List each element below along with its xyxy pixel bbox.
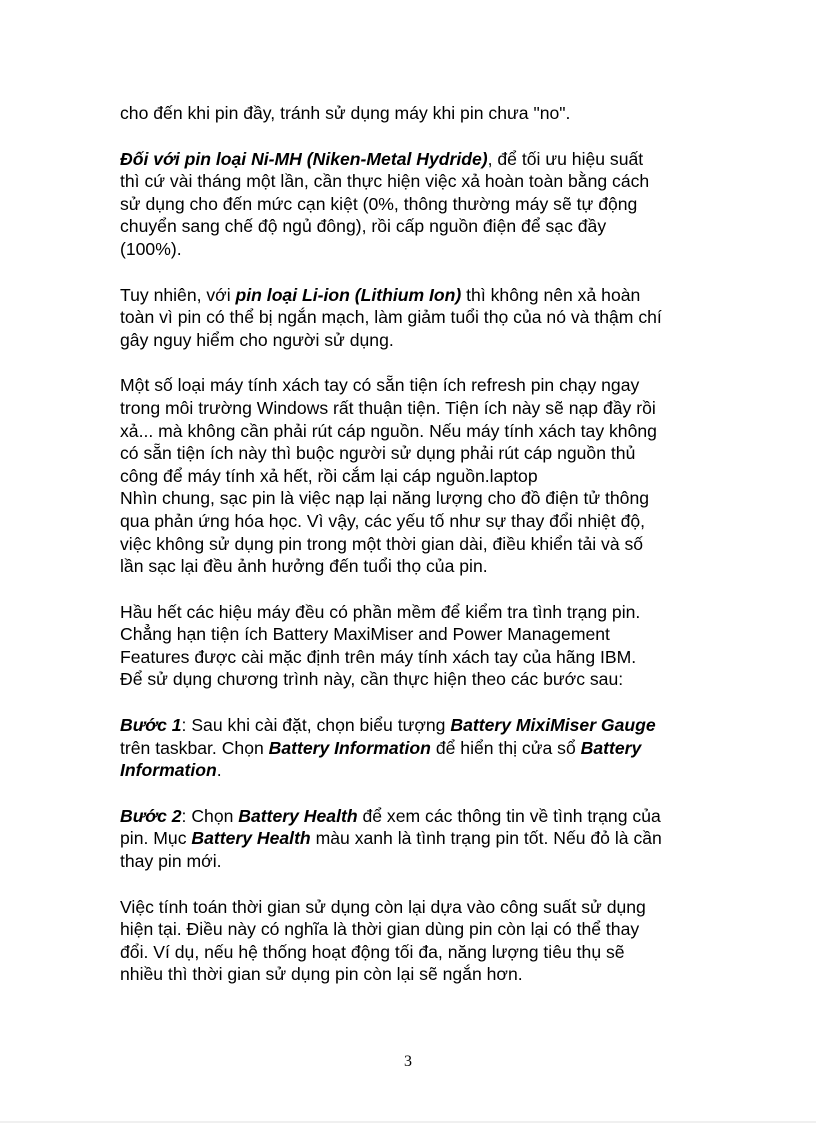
- text-line: [120, 284, 705, 307]
- text-line: Hầu hết các hiệu máy đều có phần mềm để kiểm tra tình trạng pin.: [120, 601, 641, 622]
- text-run: màu xanh là tình trạng pin tốt. Nếu đỏ là cần: [310, 828, 662, 849]
- emphasis-battery-information: Battery Information: [268, 737, 431, 758]
- text-run: thì không nên xả hoàn: [461, 284, 641, 305]
- text-line: nhiều thì thời gian sử dụng pin còn lại sẽ ngắn hơn.: [120, 964, 523, 985]
- emphasis-gauge: Battery MixiMiser Gauge: [450, 715, 656, 736]
- text-line: [120, 714, 705, 737]
- emphasis-li-ion: pin loại Li-ion (Lithium Ion): [235, 284, 462, 305]
- paragraph-refresh-utility: [120, 374, 705, 487]
- text-line: đổi. Ví dụ, nếu hệ thống hoạt động tối đa, năng lượng tiêu thụ sẽ: [120, 941, 625, 962]
- text-line: việc không sử dụng pin trong một thời gian dài, điều khiển tải và số: [120, 533, 644, 554]
- text-run: : Sau khi cài đặt, chọn biểu tượng: [181, 715, 451, 736]
- text-line: công để máy tính xả hết, rồi cắm lại cáp nguồn.laptop: [120, 465, 538, 486]
- text-run: .: [216, 760, 222, 781]
- text-run: Tuy nhiên, với: [120, 284, 236, 305]
- text-line: (100%).: [120, 238, 182, 259]
- step-label: Bước 2: [120, 805, 182, 826]
- text-line: Features được cài mặc định trên máy tính xách tay của hãng IBM.: [120, 646, 637, 667]
- text-line: thay pin mới.: [120, 851, 222, 872]
- paragraph-li-ion: [120, 284, 705, 352]
- text-line: thì cứ vài tháng một lần, cần thực hiện việc xả hoàn toàn bằng cách: [120, 171, 650, 192]
- paragraph-step-1: [120, 714, 705, 782]
- text-line: Việc tính toán thời gian sử dụng còn lại dựa vào công suất sử dụng: [120, 896, 646, 917]
- text-run: , để tối ưu hiệu suất: [487, 148, 644, 169]
- text-line: [120, 805, 705, 828]
- text-line: Nhìn chung, sạc pin là việc nạp lại năng lượng cho đồ điện tử thông: [120, 488, 650, 509]
- text-line: trong môi trường Windows rất thuận tiện. Tiện ích này sẽ nạp đầy rồi: [120, 397, 656, 418]
- text-line: [120, 148, 705, 171]
- text-run: để xem các thông tin về tình trạng của: [357, 805, 661, 826]
- text-line: [120, 737, 705, 760]
- paragraph-remaining-time: [120, 896, 705, 986]
- paragraph-nimh: [120, 148, 705, 261]
- text-run: trên taskbar. Chọn: [120, 737, 269, 758]
- text-line: gây nguy hiểm cho người sử dụng.: [120, 329, 394, 350]
- text-run: pin. Mục: [120, 828, 192, 849]
- text-line: cho đến khi pin đầy, tránh sử dụng máy khi pin chưa "no".: [120, 103, 571, 123]
- text-line: Một số loại máy tính xách tay có sẵn tiện ích refresh pin chạy ngay: [120, 375, 640, 396]
- text-line: xả... mà không cần phải rút cáp nguồn. Nếu máy tính xách tay không: [120, 420, 657, 441]
- step-label: Bước 1: [120, 715, 182, 736]
- text-line: có sẵn tiện ích này thì buộc người sử dụng phải rút cáp nguồn thủ: [120, 443, 636, 464]
- emphasis-battery: Battery: [580, 737, 642, 758]
- text-run: : Chọn: [181, 805, 239, 826]
- paragraph-software: [120, 601, 705, 691]
- emphasis-information: Information: [120, 760, 217, 781]
- text-line: qua phản ứng hóa học. Vì vậy, các yếu tố như sự thay đổi nhiệt độ,: [120, 510, 646, 531]
- emphasis-nimh: Đối với pin loại Ni-MH (Niken-Metal Hydride): [120, 148, 488, 169]
- text-line: Để sử dụng chương trình này, cần thực hiện theo các bước sau:: [120, 669, 624, 690]
- emphasis-battery-health: Battery Health: [238, 805, 358, 826]
- text-line: Chẳng hạn tiện ích Battery MaxiMiser and Power Management: [120, 624, 610, 645]
- emphasis-battery-health: Battery Health: [191, 828, 311, 849]
- paragraph-charging-note: [120, 102, 705, 125]
- page-number: 3: [404, 1053, 412, 1070]
- paragraph-general: [120, 487, 705, 577]
- text-line: toàn vì pin có thể bị ngắn mạch, làm giảm tuổi thọ của nó và thậm chí: [120, 307, 662, 328]
- document-body: [120, 102, 705, 1009]
- text-line: lần sạc lại đều ảnh hưởng đến tuổi thọ của pin.: [120, 556, 488, 577]
- text-line: sử dụng cho đến mức cạn kiệt (0%, thông thường máy sẽ tự động: [120, 193, 638, 214]
- text-line: hiện tại. Điều này có nghĩa là thời gian dùng pin còn lại có thể thay: [120, 919, 640, 940]
- paragraph-step-2: [120, 805, 705, 873]
- text-line: [120, 827, 705, 850]
- text-line: chuyển sang chế độ ngủ đông), rồi cấp nguồn điện để sạc đầy: [120, 216, 607, 237]
- text-run: để hiển thị cửa sổ: [430, 737, 581, 758]
- text-line: [120, 759, 705, 782]
